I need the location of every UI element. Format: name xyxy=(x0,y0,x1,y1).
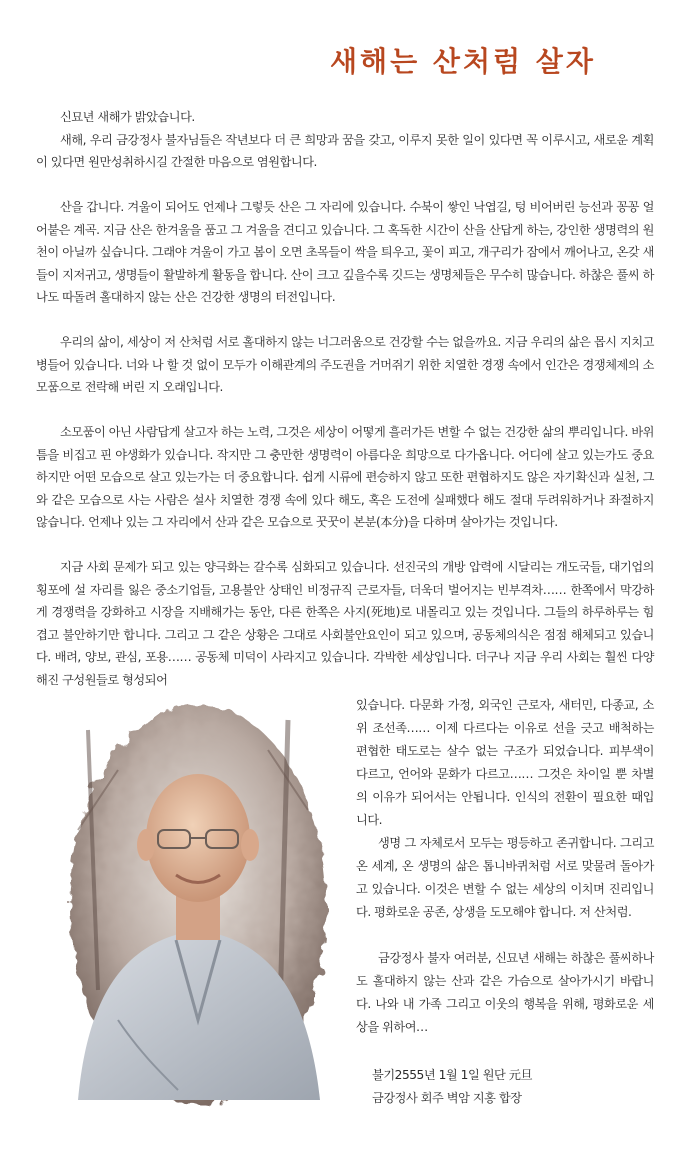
paragraph-6: 생명 그 자체로서 모두는 평등하고 존귀합니다. 그리고 온 세계, 온 생명의 삶은 톱니바퀴처럼 서로 맞물려 돌아가고 있습니다. 이것은 변할 수 없는 세상의 이치며 진리입니다. 평화로운 공존, 상생을 도모해야 합니다. 저 산처럼. xyxy=(356,836,654,919)
signature-author: 금강정사 회주 벽암 지홍 합장 xyxy=(372,1091,522,1105)
monk-portrait xyxy=(58,690,338,1120)
paragraph-2: 산을 갑니다. 겨울이 되어도 언제나 그렇듯 산은 그 자리에 있습니다. 수북이 쌓인 낙엽길, 텅 비어버린 능선과 꽁꽁 얼어붙은 계곡. 지금 산은 한겨울을 품고 그 겨울을 견디고 있습니다. 그 혹독한 시간이 산을 산답게 하는, 강인한 생명력의 원천이 아닐까 싶습니다. 그래야 겨울이 가고 봄이 오면 초목들이 싹을 틔우고, 꽃이 피고, 개구리가 잠에서 깨어나고, 온갖 새들이 지저귀고, 생명들이 활발하게 활동을 합니다. 산이 크고 깊을수록 깃드는 생명체들은 무수히 많습니다. 하찮은 풀씨 하나도 따돌려 홀대하지 않는 산은 건강한 생명의 터전입니다. xyxy=(36,200,654,304)
paragraph-5: 지금 사회 문제가 되고 있는 양극화는 갈수록 심화되고 있습니다. 선진국의 개방 압력에 시달리는 개도국들, 대기업의 횡포에 설 자리를 잃은 중소기업들, 고용불안 상태인 비정규직 근로자들, 더욱더 벌어지는 빈부격차…… 한쪽에서 막강하게 경쟁력을 강화하고 시장을 지배해가는 동안, 다른 한쪽은 사지(死地)로 내몰리고 있는 것입니다. 그들의 하루하루는 힘겹고 불안하기만 합니다. 그리고 그 같은 상황은 그대로 사회불안요인이 되고 있으며, 공동체의식은 점점 해체되고 있습니다. 배려, 양보, 관심, 포용…… 공동체 미덕이 사라지고 있습니다. 각박한 세상입니다. 더구나 지금 우리 사회는 훨씬 다양해진 구성원들로 형성되어 xyxy=(36,560,654,687)
paragraph-7: 금강정사 불자 여러분, 신묘년 새해는 하찮은 풀씨하나도 홀대하지 않는 산과 같은 가슴으로 살아가시기 바랍니다. 나와 내 가족 그리고 이웃의 행복을 위해, 평화로운 세상을 위하여… xyxy=(356,951,654,1034)
signature xyxy=(372,1064,652,1110)
greeting-line: 신묘년 새해가 밝았습니다. xyxy=(60,110,195,124)
paragraph-1: 새해, 우리 금강정사 불자님들은 작년보다 더 큰 희망과 꿈을 갖고, 이루지 못한 일이 있다면 꼭 이루시고, 새로운 계획이 있다면 원만성취하시길 간절한 마음으로 염원합니다. xyxy=(36,132,654,169)
paragraph-5-continued: 있습니다. 다문화 가정, 외국인 근로자, 새터민, 다종교, 소위 조선족…… 이제 다르다는 이유로 선을 긋고 배척하는 편협한 태도로는 살수 없는 구조가 되었습니다. 피부색이 다르고, 언어와 문화가 다르고…… 그것은 차이일 뿐 차별의 이유가 되어서는 안됩니다. 인식의 전환이 필요한 때입니다. xyxy=(356,698,654,827)
paragraph-4: 소모품이 아닌 사람답게 살고자 하는 노력, 그것은 세상이 어떻게 흘러가든 변할 수 없는 건강한 삶의 뿌리입니다. 바위틈을 비집고 핀 야생화가 있습니다. 작지만 그 충만한 생명력이 아름다운 희망으로 다가옵니다. 어디에 살고 있는가도 중요하지만 어떤 모습으로 살고 있는가는 더 중요합니다. 쉽게 시류에 편승하지 않고 또한 편협하지도 않은 자기확신과 실천, 그와 같은 모습으로 사는 사람은 설사 치열한 경쟁 속에 있다 해도, 혹은 도전에 실패했다 해도 절대 두려워하거나 좌절하지 않습니다. 언제나 있는 그 자리에서 산과 같은 모습으로 꿋꿋이 본분(本分)을 다하며 살아가는 것입니다. xyxy=(36,425,654,529)
paragraph-3: 우리의 삶이, 세상이 저 산처럼 서로 홀대하지 않는 너그러움으로 건강할 수는 없을까요. 지금 우리의 삶은 몹시 지치고 병들어 있습니다. 너와 나 할 것 없이 모두가 이해관계의 주도권을 거머쥐기 위한 치열한 경쟁 속에서 인간은 경쟁체제의 소모품으로 전락해 버린 지 오래입니다. xyxy=(36,335,654,394)
article-body xyxy=(36,106,654,691)
page-title: 새해는 산처럼 살자 xyxy=(330,45,596,78)
paragraph-5-continued-block xyxy=(356,694,654,832)
closing-block xyxy=(356,832,654,1039)
signature-date: 불기2555년 1월 1일 원단 元旦 xyxy=(372,1068,533,1082)
